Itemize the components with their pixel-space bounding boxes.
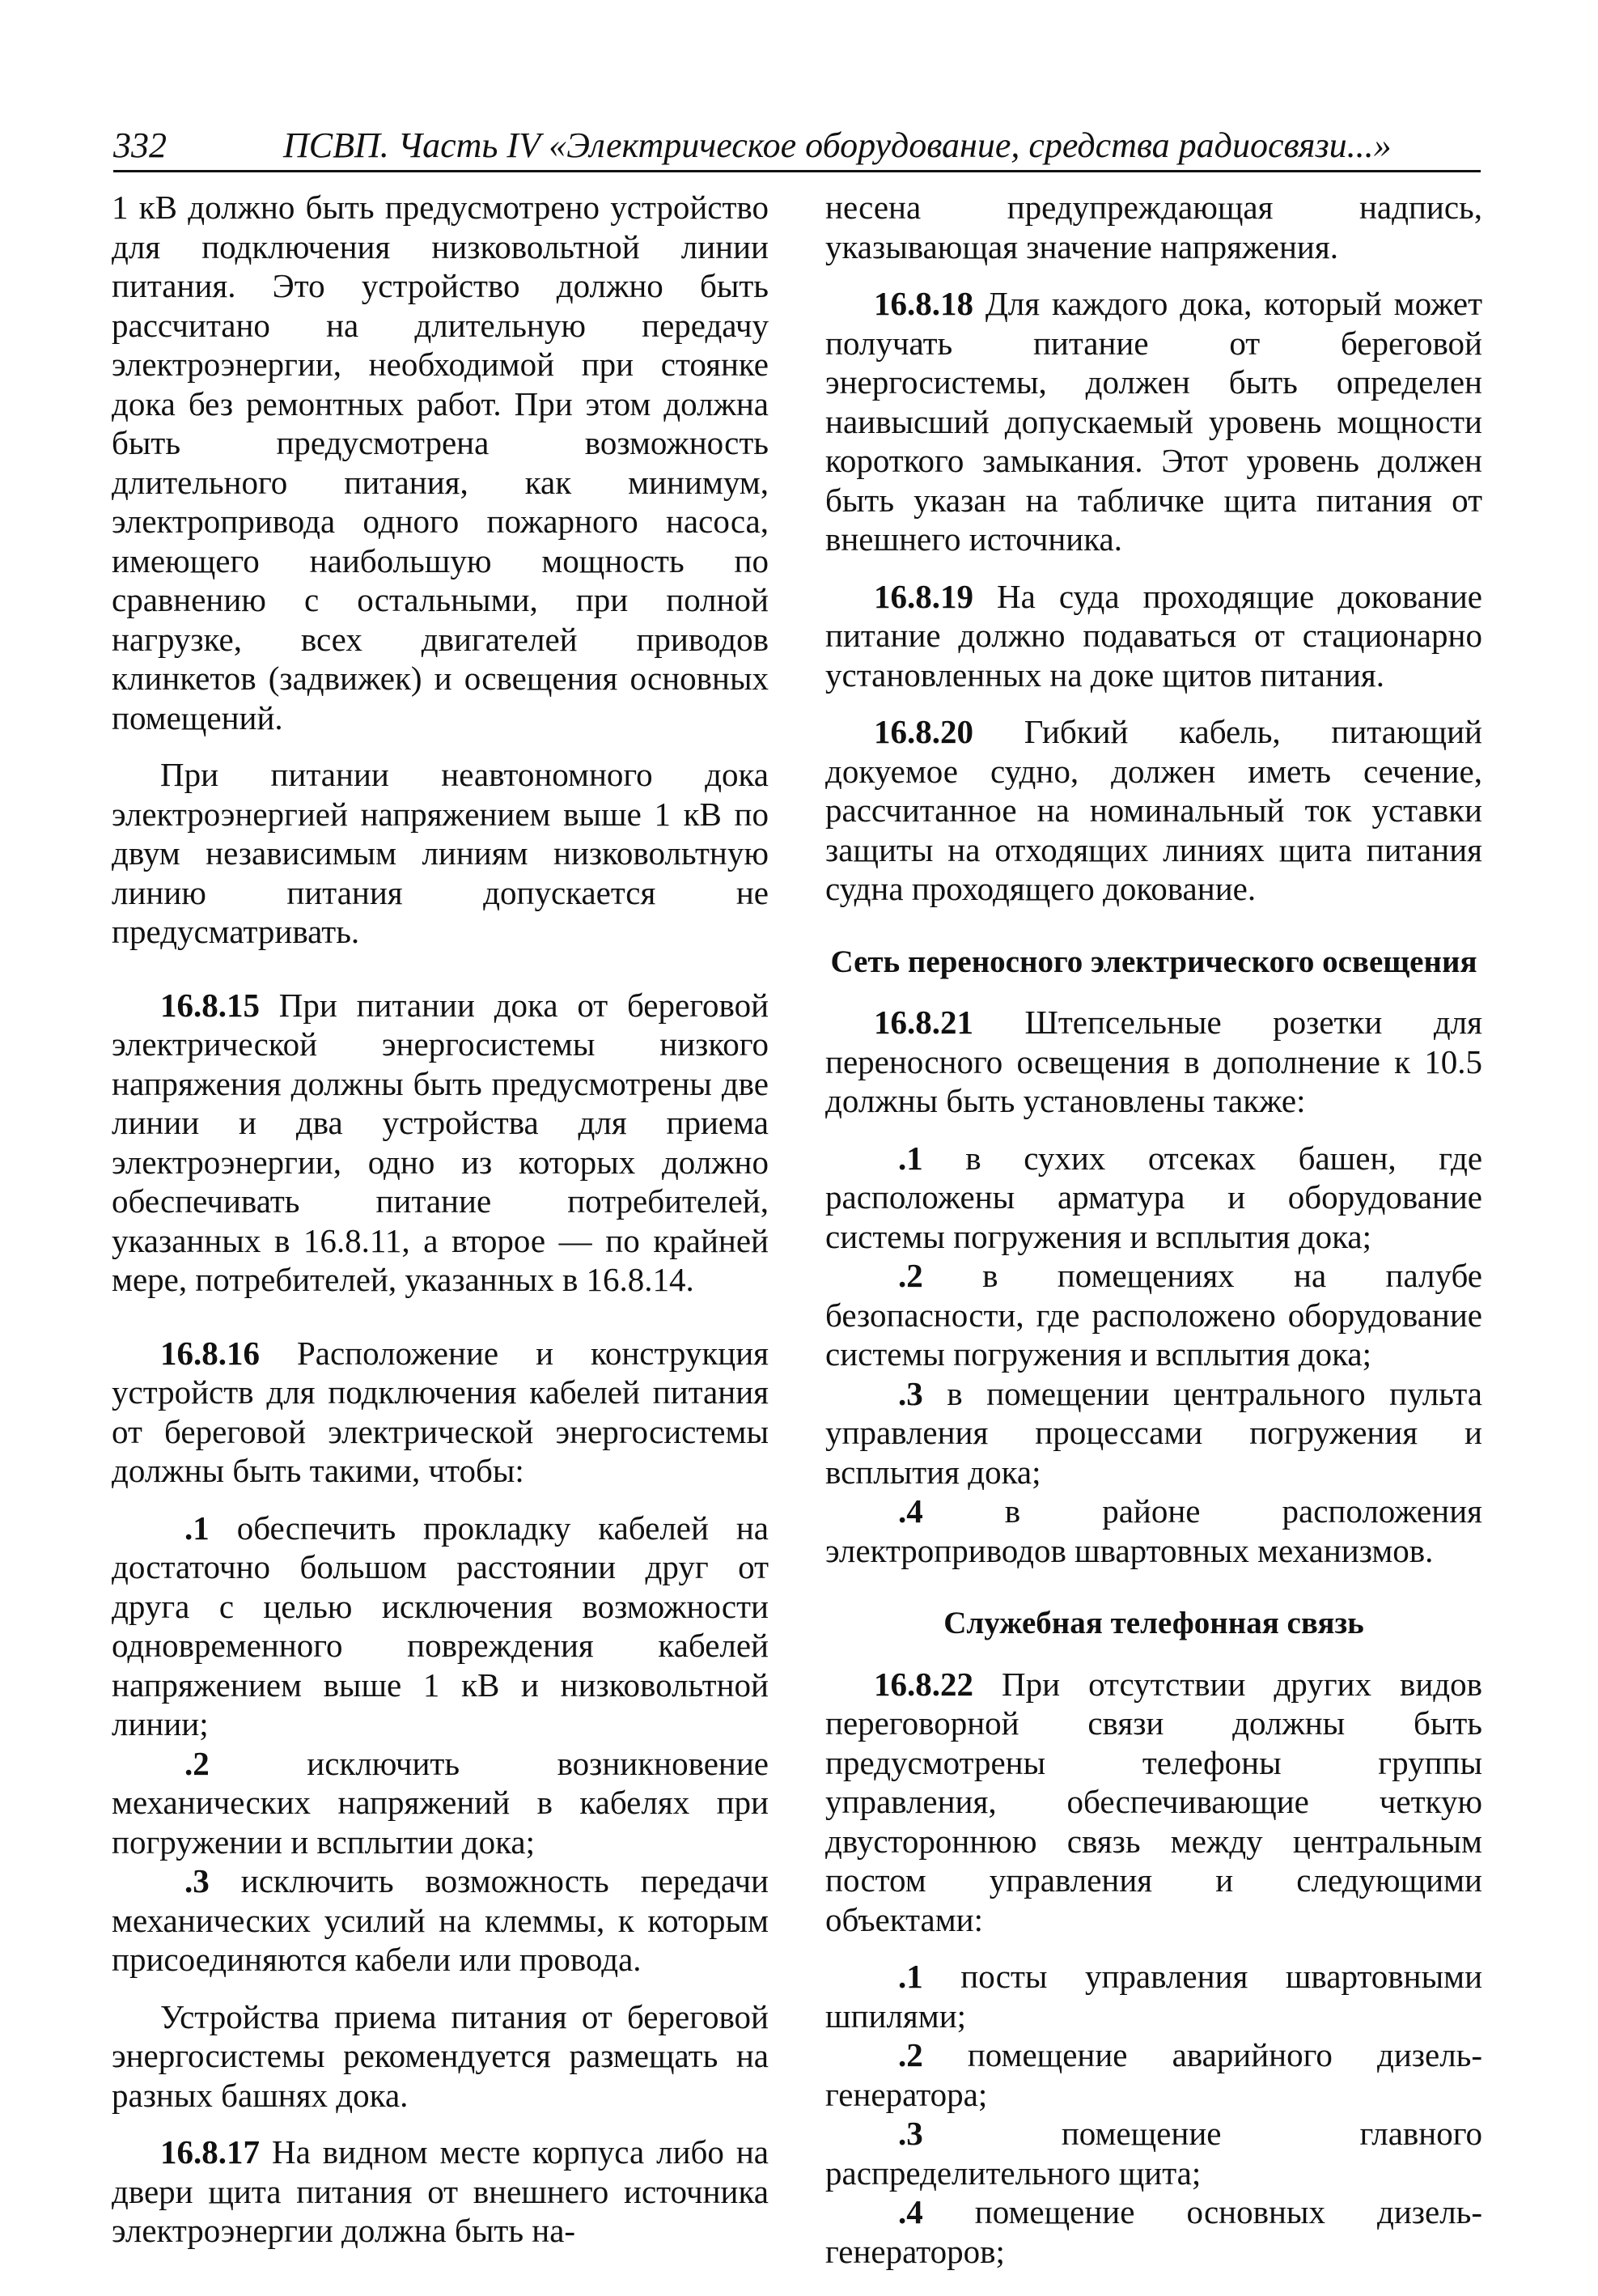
item-text: исключить возможность передачи механических усилий на клеммы, к которым присоединяются кабели или провода. bbox=[112, 1862, 769, 1978]
section-16-8-15 bbox=[112, 986, 769, 1300]
paragraph: Устройства приема питания от береговой энергосистемы рекомендуется размещать на разных башнях дока. bbox=[112, 1997, 769, 2114]
section-number: 16.8.19 bbox=[874, 577, 973, 615]
section-16-8-18 bbox=[825, 284, 1482, 559]
item-number: .4 bbox=[898, 2193, 923, 2230]
section-number: 16.8.15 bbox=[160, 986, 260, 1024]
item-text: помещение основных дизель-генераторов; bbox=[825, 2193, 1483, 2270]
running-title: ПСВП. Часть IV «Электрическое оборудование, средства радиосвязи...» bbox=[283, 125, 1392, 165]
section-heading: Служебная телефонная связь bbox=[943, 1606, 1364, 1640]
section-16-8-22 bbox=[825, 1665, 1482, 1940]
list-item bbox=[112, 1744, 769, 1862]
section-number: 16.8.16 bbox=[160, 1334, 260, 1372]
list-item bbox=[825, 2035, 1482, 2114]
section-text: На видном месте корпуса либо на двери щита питания от внешнего источника электроэнергии должна быть на- bbox=[112, 2133, 769, 2249]
list-item bbox=[825, 1492, 1482, 1570]
item-text: помещение главного распределительного щита; bbox=[825, 2115, 1483, 2192]
item-text: в сухих отсеках башен, где расположены арматура и оборудование системы погружения и всплытия дока; bbox=[825, 1139, 1483, 1255]
list-item bbox=[112, 1509, 769, 1744]
list-item bbox=[825, 2192, 1482, 2271]
list-item bbox=[112, 1861, 769, 1980]
section-text: При отсутствии других видов переговорной связи должны быть предусмотрены телефоны группы управления, обеспечивающие четкую двустороннюю связь между центральным постом управления и следующими объектами: bbox=[825, 1665, 1482, 1938]
section-16-8-16 bbox=[112, 1334, 769, 1491]
right-column bbox=[825, 188, 1482, 2271]
page-header bbox=[113, 121, 1481, 172]
section-text: При питании дока от береговой электрической энергосистемы низкого напряжения должны быть предусмотрены две линии и два устройства для приема электроэнергии, одно из которых должно обеспечивать питание потребителей, указанных в 16.8.11, а второе — по крайней мере, потребителей, указанных в 16.8.14. bbox=[112, 986, 769, 1298]
section-text: На суда проходящие докование питание должно подаваться от стационарно установленных на доке щитов питания. bbox=[825, 577, 1483, 694]
section-16-8-19 bbox=[825, 577, 1482, 695]
section-number: 16.8.20 bbox=[874, 713, 973, 750]
section-number: 16.8.21 bbox=[874, 1004, 973, 1041]
paragraph: 1 кВ должно быть предусмотрено устройство для подключения низковольтной линии питания. Это устройство должно быть рассчитано на длительную передачу электроэнергии, необходимой при стоянке дока без ремонтных работ. При этом должна быть предусмотрена возможность длительного питания, как минимум, электропривода одного пожарного насоса, имеющего наибольшую мощность по сравнению с остальными, при полной нагрузке, всех двигателей приводов клинкетов (задвижек) и освещения основных помещений. bbox=[112, 189, 769, 736]
item-number: .3 bbox=[898, 1374, 923, 1412]
item-text: в районе расположения электроприводов швартовных механизмов. bbox=[825, 1492, 1482, 1569]
item-number: .3 bbox=[898, 2115, 923, 2152]
item-number: .1 bbox=[898, 1958, 923, 1995]
page-number: 332 bbox=[113, 125, 167, 165]
list-item bbox=[825, 1139, 1482, 1257]
item-text: исключить возникновение механических напряжений в кабелях при погружении и всплытии дока; bbox=[112, 1744, 769, 1861]
list-item bbox=[825, 2114, 1482, 2192]
item-number: .4 bbox=[898, 1492, 923, 1530]
item-number: .1 bbox=[898, 1139, 923, 1177]
section-number: 16.8.17 bbox=[160, 2133, 260, 2171]
section-number: 16.8.18 bbox=[874, 285, 973, 322]
section-text: Гибкий кабель, питающий докуемое судно, должен иметь сечение, рассчитанное на номинальный ток уставки защиты на отходящих линиях щита питания судна проходящего докование. bbox=[825, 713, 1482, 907]
section-text: Расположение и конструкция устройств для подключения кабелей питания от береговой электрической энергосистемы должны быть такими, чтобы: bbox=[112, 1334, 769, 1489]
item-number: .2 bbox=[898, 1257, 923, 1294]
item-text: в помещении центрального пульта управления процессами погружения и всплытия дока; bbox=[825, 1374, 1482, 1491]
item-number: .2 bbox=[898, 2036, 923, 2073]
list-item bbox=[825, 1374, 1482, 1492]
section-16-8-21 bbox=[825, 1003, 1482, 1121]
list-item bbox=[825, 1256, 1482, 1374]
list-item bbox=[825, 1957, 1482, 2035]
item-number: .1 bbox=[184, 1509, 210, 1547]
item-text: обеспечить прокладку кабелей на достаточно большом расстоянии друг от друга с целью исключения возможности одновременного повреждения кабелей напряжением выше 1 кВ и низковольтной линии; bbox=[112, 1509, 769, 1742]
section-16-8-17 bbox=[112, 2133, 769, 2251]
left-column bbox=[112, 188, 769, 2268]
item-text: посты управления швартовными шпилями; bbox=[825, 1958, 1483, 2035]
section-number: 16.8.22 bbox=[874, 1665, 973, 1703]
item-text: в помещениях на палубе безопасности, где расположено оборудование системы погружения и всплытия дока; bbox=[825, 1257, 1482, 1373]
section-16-8-20 bbox=[825, 712, 1482, 909]
item-number: .2 bbox=[184, 1744, 210, 1782]
section-text: Штепсельные розетки для переносного освещения в дополнение к 10.5 должны быть установлены также: bbox=[825, 1004, 1482, 1119]
item-text: помещение аварийного дизель-генератора; bbox=[825, 2036, 1483, 2113]
section-heading: Сеть переносного электрического освещения bbox=[830, 944, 1477, 979]
paragraph: несена предупреждающая надпись, указывающая значение напряжения. bbox=[825, 189, 1482, 265]
paragraph: При питании неавтономного дока электроэнергией напряжением выше 1 кВ по двум независимым линиям низковольтную линию питания допускается не предусматривать. bbox=[112, 756, 769, 950]
section-text: Для каждого дока, который может получать питание от береговой энергосистемы, должен быть определен наивысший допускаемый уровень мощности короткого замыкания. Этот уровень должен быть указан на табличке щита питания от внешнего источника. bbox=[825, 285, 1482, 558]
item-number: .3 bbox=[184, 1862, 210, 1899]
